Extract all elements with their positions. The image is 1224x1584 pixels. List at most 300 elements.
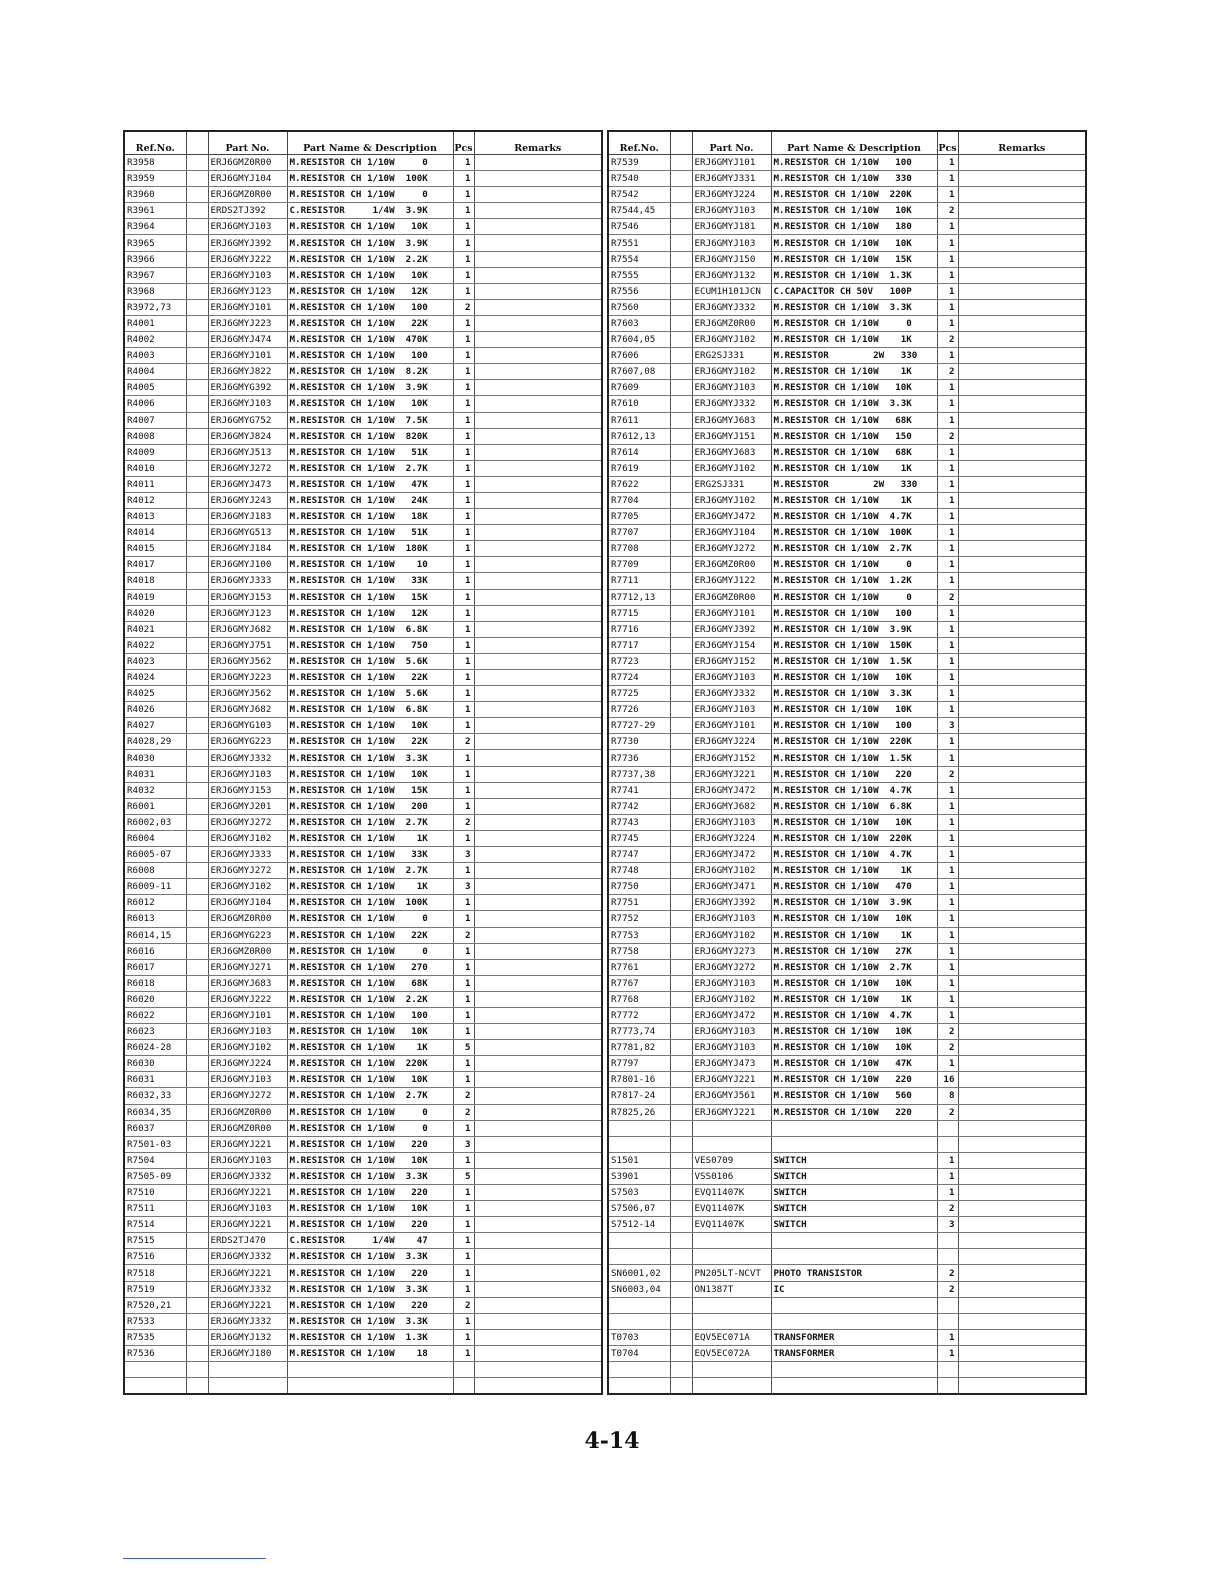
cell-ref-no: R6023 — [124, 1024, 186, 1040]
cell-remarks — [474, 155, 602, 171]
cell-ref-no: R7554 — [608, 251, 670, 267]
cell-spacer — [670, 589, 692, 605]
cell-spacer — [186, 1056, 208, 1072]
cell-spacer — [670, 1136, 692, 1152]
cell-spacer — [186, 782, 208, 798]
cell-spacer — [186, 332, 208, 348]
cell-pcs: 1 — [453, 959, 474, 975]
cell-spacer — [670, 299, 692, 315]
cell-spacer — [670, 1345, 692, 1361]
cell-pcs: 1 — [453, 621, 474, 637]
cell-description — [771, 1120, 937, 1136]
table-row — [608, 1345, 1086, 1361]
cell-remarks — [958, 863, 1086, 879]
cell-remarks — [474, 267, 602, 283]
cell-remarks — [474, 1345, 602, 1361]
cell-spacer — [670, 879, 692, 895]
cell-pcs: 1 — [453, 895, 474, 911]
cell-part-no: ERJ6GMYJ153 — [208, 782, 287, 798]
cell-description: M.RESISTOR CH 1/10W 200 — [287, 798, 453, 814]
cell-ref-no: R4021 — [124, 621, 186, 637]
cell-ref-no: R7555 — [608, 267, 670, 283]
cell-pcs: 1 — [937, 814, 958, 830]
cell-description — [771, 1233, 937, 1249]
table-row — [124, 734, 602, 750]
cell-remarks — [474, 299, 602, 315]
cell-spacer — [186, 847, 208, 863]
cell-spacer — [670, 959, 692, 975]
cell-spacer — [186, 1185, 208, 1201]
cell-remarks — [958, 927, 1086, 943]
cell-part-no: ERJ6GMYJ272 — [692, 541, 771, 557]
table-row — [124, 299, 602, 315]
cell-pcs: 2 — [937, 1281, 958, 1297]
cell-description: M.RESISTOR CH 1/10W 1.3K — [771, 267, 937, 283]
cell-part-no: ERJ6GMYJ272 — [208, 814, 287, 830]
cell-part-no: ERJ6GMYJ272 — [692, 959, 771, 975]
cell-ref-no: R7768 — [608, 991, 670, 1007]
table-row — [124, 1152, 602, 1168]
header-part-no: Part No. — [692, 131, 771, 155]
cell-pcs: 1 — [453, 863, 474, 879]
table-row — [124, 814, 602, 830]
cell-part-no: ERJ6GMYJ332 — [208, 1281, 287, 1297]
cell-ref-no: R7781,82 — [608, 1040, 670, 1056]
table-row — [124, 283, 602, 299]
cell-ref-no: R6017 — [124, 959, 186, 975]
cell-spacer — [186, 412, 208, 428]
cell-description: M.RESISTOR CH 1/10W 10K — [771, 911, 937, 927]
cell-description: M.RESISTOR CH 1/10W 5.6K — [287, 686, 453, 702]
cell-spacer — [670, 525, 692, 541]
cell-remarks — [958, 766, 1086, 782]
cell-pcs: 1 — [453, 251, 474, 267]
cell-pcs: 1 — [937, 782, 958, 798]
cell-description: M.RESISTOR CH 1/10W 22K — [287, 670, 453, 686]
cell-spacer — [670, 1104, 692, 1120]
cell-remarks — [474, 1362, 602, 1378]
cell-ref-no: R7725 — [608, 686, 670, 702]
cell-spacer — [186, 1217, 208, 1233]
cell-part-no: ERJ6GMYJ181 — [692, 219, 771, 235]
cell-pcs: 3 — [453, 847, 474, 863]
cell-ref-no: R4008 — [124, 428, 186, 444]
cell-description: M.RESISTOR CH 1/10W 150K — [771, 637, 937, 653]
cell-remarks — [958, 171, 1086, 187]
cell-remarks — [958, 1072, 1086, 1088]
cell-part-no: ERJ6GMYJ183 — [208, 509, 287, 525]
cell-spacer — [670, 380, 692, 396]
cell-description: M.RESISTOR CH 1/10W 68K — [287, 975, 453, 991]
cell-part-no: ERG2SJ331 — [692, 348, 771, 364]
cell-description: M.RESISTOR CH 1/10W 220 — [771, 766, 937, 782]
cell-spacer — [670, 670, 692, 686]
cell-description: M.RESISTOR CH 1/10W 2.7K — [287, 1088, 453, 1104]
cell-pcs — [937, 1136, 958, 1152]
cell-part-no: ERJ6GMYJ392 — [692, 621, 771, 637]
table-row — [608, 557, 1086, 573]
cell-description: M.RESISTOR CH 1/10W 1K — [771, 991, 937, 1007]
cell-ref-no: R7519 — [124, 1281, 186, 1297]
cell-ref-no: R4014 — [124, 525, 186, 541]
cell-ref-no: R3959 — [124, 171, 186, 187]
table-row — [608, 492, 1086, 508]
cell-remarks — [958, 396, 1086, 412]
cell-pcs: 1 — [453, 782, 474, 798]
cell-remarks — [958, 444, 1086, 460]
cell-spacer — [670, 1168, 692, 1184]
cell-spacer — [186, 1120, 208, 1136]
cell-pcs: 8 — [937, 1088, 958, 1104]
cell-ref-no: R7753 — [608, 927, 670, 943]
table-row — [124, 1297, 602, 1313]
cell-remarks — [958, 1249, 1086, 1265]
cell-ref-no: R7717 — [608, 637, 670, 653]
cell-ref-no: R6014,15 — [124, 927, 186, 943]
cell-remarks — [474, 573, 602, 589]
cell-ref-no: R4012 — [124, 492, 186, 508]
cell-pcs: 1 — [453, 702, 474, 718]
table-row — [124, 1313, 602, 1329]
cell-pcs: 1 — [453, 1281, 474, 1297]
cell-pcs: 1 — [937, 943, 958, 959]
cell-ref-no: R6020 — [124, 991, 186, 1007]
cell-remarks — [474, 1201, 602, 1217]
cell-part-no: ERJ6GMZ0R00 — [208, 1120, 287, 1136]
cell-spacer — [670, 895, 692, 911]
cell-description: M.RESISTOR CH 1/10W 3.9K — [771, 621, 937, 637]
cell-pcs: 2 — [937, 589, 958, 605]
cell-ref-no: T0703 — [608, 1329, 670, 1345]
cell-ref-no: R7715 — [608, 605, 670, 621]
cell-pcs: 1 — [937, 541, 958, 557]
header-ref-no: Ref.No. — [608, 131, 670, 155]
cell-pcs: 1 — [937, 734, 958, 750]
cell-spacer — [186, 943, 208, 959]
cell-remarks — [474, 895, 602, 911]
cell-remarks — [958, 653, 1086, 669]
cell-pcs: 1 — [937, 396, 958, 412]
cell-spacer — [186, 557, 208, 573]
cell-description: M.RESISTOR CH 1/10W 0 — [287, 943, 453, 959]
cell-ref-no: R4023 — [124, 653, 186, 669]
cell-spacer — [670, 750, 692, 766]
cell-remarks — [474, 798, 602, 814]
cell-part-no: ERJ6GMYJ201 — [208, 798, 287, 814]
cell-part-no: ERJ6GMYJ101 — [692, 155, 771, 171]
table-row — [608, 155, 1086, 171]
cell-description: M.RESISTOR CH 1/10W 3.3K — [287, 1168, 453, 1184]
table-row — [608, 444, 1086, 460]
cell-description: M.RESISTOR CH 1/10W 10 — [287, 557, 453, 573]
cell-part-no: ERJ6GMYJ102 — [208, 1040, 287, 1056]
cell-description: M.RESISTOR CH 1/10W 33K — [287, 847, 453, 863]
cell-remarks — [474, 1249, 602, 1265]
cell-ref-no: R3958 — [124, 155, 186, 171]
cell-spacer — [186, 203, 208, 219]
cell-part-no: VSS0106 — [692, 1168, 771, 1184]
cell-spacer — [186, 653, 208, 669]
cell-pcs: 1 — [937, 492, 958, 508]
cell-part-no: ERJ6GMYJ243 — [208, 492, 287, 508]
cell-pcs: 1 — [937, 621, 958, 637]
cell-part-no: ERJ6GMYG223 — [208, 734, 287, 750]
cell-remarks — [958, 364, 1086, 380]
table-row — [124, 541, 602, 557]
cell-part-no: ERJ6GMYJ102 — [692, 492, 771, 508]
cell-remarks — [474, 396, 602, 412]
cell-remarks — [474, 1329, 602, 1345]
cell-spacer — [670, 991, 692, 1007]
cell-part-no: ERJ6GMYJ472 — [692, 847, 771, 863]
cell-description: IC — [771, 1281, 937, 1297]
cell-pcs — [937, 1297, 958, 1313]
table-row — [608, 1329, 1086, 1345]
cell-description — [771, 1136, 937, 1152]
table-row — [608, 1249, 1086, 1265]
cell-description: M.RESISTOR CH 1/10W 51K — [287, 525, 453, 541]
parts-table-right — [607, 130, 1087, 1395]
cell-spacer — [670, 155, 692, 171]
table-row — [608, 412, 1086, 428]
cell-pcs: 1 — [937, 412, 958, 428]
cell-description: M.RESISTOR CH 1/10W 470 — [771, 879, 937, 895]
header-spacer — [186, 131, 208, 155]
cell-ref-no: R7556 — [608, 283, 670, 299]
cell-pcs: 1 — [453, 380, 474, 396]
cell-spacer — [186, 525, 208, 541]
cell-part-no — [692, 1378, 771, 1395]
cell-spacer — [670, 1362, 692, 1378]
table-row — [608, 1024, 1086, 1040]
cell-remarks — [958, 750, 1086, 766]
cell-spacer — [670, 171, 692, 187]
cell-ref-no: R7539 — [608, 155, 670, 171]
cell-description: M.RESISTOR CH 1/10W 8.2K — [287, 364, 453, 380]
table-row — [124, 1329, 602, 1345]
cell-ref-no: R6024-28 — [124, 1040, 186, 1056]
cell-pcs: 1 — [453, 605, 474, 621]
cell-spacer — [186, 1152, 208, 1168]
cell-pcs: 1 — [937, 444, 958, 460]
cell-pcs: 1 — [453, 1313, 474, 1329]
cell-pcs: 1 — [937, 299, 958, 315]
cell-remarks — [474, 1152, 602, 1168]
table-row — [608, 718, 1086, 734]
cell-spacer — [186, 1297, 208, 1313]
cell-remarks — [958, 573, 1086, 589]
cell-spacer — [186, 171, 208, 187]
cell-description: M.RESISTOR CH 1/10W 68K — [771, 412, 937, 428]
cell-ref-no: R7604,05 — [608, 332, 670, 348]
cell-description: M.RESISTOR CH 1/10W 18 — [287, 1345, 453, 1361]
cell-pcs: 2 — [937, 332, 958, 348]
cell-ref-no: R7520,21 — [124, 1297, 186, 1313]
cell-remarks — [958, 1378, 1086, 1395]
table-row — [124, 1104, 602, 1120]
cell-description: M.RESISTOR CH 1/10W 0 — [771, 589, 937, 605]
cell-part-no: ERJ6GMZ0R00 — [208, 187, 287, 203]
cell-part-no: ERJ6GMYJ132 — [208, 1329, 287, 1345]
cell-spacer — [186, 509, 208, 525]
cell-description: M.RESISTOR CH 1/10W 10K — [771, 380, 937, 396]
table-row — [124, 525, 602, 541]
cell-remarks — [958, 1088, 1086, 1104]
cell-description: M.RESISTOR CH 1/10W 220K — [771, 830, 937, 846]
cell-pcs: 1 — [453, 348, 474, 364]
cell-description: M.RESISTOR CH 1/10W 10K — [287, 1072, 453, 1088]
table-row — [608, 171, 1086, 187]
cell-pcs: 1 — [937, 605, 958, 621]
cell-ref-no: R4028,29 — [124, 734, 186, 750]
cell-remarks — [474, 1185, 602, 1201]
cell-spacer — [670, 814, 692, 830]
cell-spacer — [670, 541, 692, 557]
cell-ref-no: R7510 — [124, 1185, 186, 1201]
cell-description: M.RESISTOR CH 1/10W 10K — [287, 1152, 453, 1168]
cell-remarks — [474, 492, 602, 508]
table-row — [608, 782, 1086, 798]
cell-part-no: ERJ6GMYJ103 — [208, 267, 287, 283]
cell-remarks — [474, 1313, 602, 1329]
cell-ref-no — [608, 1362, 670, 1378]
table-row — [608, 605, 1086, 621]
table-row — [608, 460, 1086, 476]
cell-remarks — [474, 766, 602, 782]
table-row — [608, 1297, 1086, 1313]
cell-description: M.RESISTOR CH 1/10W 6.8K — [287, 702, 453, 718]
cell-ref-no: R4030 — [124, 750, 186, 766]
cell-ref-no: R4009 — [124, 444, 186, 460]
cell-spacer — [186, 621, 208, 637]
cell-remarks — [474, 702, 602, 718]
cell-remarks — [474, 879, 602, 895]
cell-description: M.RESISTOR CH 1/10W 3.3K — [771, 299, 937, 315]
cell-part-no: ERJ6GMYJ822 — [208, 364, 287, 380]
cell-pcs: 1 — [937, 283, 958, 299]
cell-remarks — [958, 1120, 1086, 1136]
cell-ref-no: R7611 — [608, 412, 670, 428]
cell-description: M.RESISTOR CH 1/10W 6.8K — [771, 798, 937, 814]
cell-part-no: ERJ6GMZ0R00 — [208, 155, 287, 171]
cell-ref-no: R7560 — [608, 299, 670, 315]
cell-part-no: ERJ6GMYJ332 — [692, 686, 771, 702]
cell-remarks — [958, 1024, 1086, 1040]
cell-pcs: 1 — [937, 863, 958, 879]
table-row — [124, 1281, 602, 1297]
cell-part-no: ERJ6GMYJ222 — [208, 991, 287, 1007]
cell-spacer — [186, 1024, 208, 1040]
table-row — [608, 1040, 1086, 1056]
cell-pcs: 3 — [937, 1217, 958, 1233]
cell-part-no — [692, 1120, 771, 1136]
table-row — [124, 187, 602, 203]
cell-part-no: ERJ6GMYJ104 — [208, 171, 287, 187]
cell-ref-no: R7750 — [608, 879, 670, 895]
table-row — [124, 1265, 602, 1281]
cell-remarks — [474, 718, 602, 734]
cell-ref-no: R4013 — [124, 509, 186, 525]
table-row — [124, 1249, 602, 1265]
cell-description: M.RESISTOR CH 1/10W 12K — [287, 605, 453, 621]
cell-description: M.RESISTOR CH 1/10W 100K — [287, 895, 453, 911]
cell-description: M.RESISTOR CH 1/10W 0 — [287, 1120, 453, 1136]
cell-pcs: 1 — [453, 396, 474, 412]
table-row — [608, 879, 1086, 895]
table-row — [608, 1120, 1086, 1136]
cell-spacer — [670, 798, 692, 814]
cell-part-no: ERG2SJ331 — [692, 476, 771, 492]
cell-remarks — [474, 734, 602, 750]
cell-part-no: ERJ6GMYJ333 — [208, 847, 287, 863]
cell-part-no: ERJ6GMYJ562 — [208, 653, 287, 669]
cell-pcs: 1 — [453, 187, 474, 203]
cell-ref-no: R7606 — [608, 348, 670, 364]
cell-pcs: 1 — [937, 959, 958, 975]
cell-pcs: 1 — [453, 332, 474, 348]
cell-remarks — [474, 444, 602, 460]
cell-spacer — [186, 315, 208, 331]
cell-ref-no: R7514 — [124, 1217, 186, 1233]
cell-part-no: ERJ6GMYJ271 — [208, 959, 287, 975]
cell-pcs — [453, 1378, 474, 1395]
cell-pcs: 1 — [453, 1024, 474, 1040]
cell-ref-no: R4005 — [124, 380, 186, 396]
cell-spacer — [670, 476, 692, 492]
cell-remarks — [474, 1378, 602, 1395]
cell-ref-no: R4011 — [124, 476, 186, 492]
table-row — [124, 364, 602, 380]
cell-remarks — [958, 830, 1086, 846]
cell-ref-no — [608, 1136, 670, 1152]
cell-ref-no: R7751 — [608, 895, 670, 911]
table-row — [124, 332, 602, 348]
cell-remarks — [474, 315, 602, 331]
cell-remarks — [958, 814, 1086, 830]
cell-pcs: 1 — [453, 460, 474, 476]
cell-pcs: 1 — [453, 203, 474, 219]
cell-pcs: 2 — [453, 927, 474, 943]
cell-pcs: 1 — [937, 235, 958, 251]
cell-ref-no: S7503 — [608, 1185, 670, 1201]
table-row — [608, 686, 1086, 702]
cell-part-no: ERJ6GMYJ103 — [692, 814, 771, 830]
cell-ref-no: S1501 — [608, 1152, 670, 1168]
cell-description: M.RESISTOR CH 1/10W 220 — [287, 1217, 453, 1233]
cell-pcs: 1 — [453, 1265, 474, 1281]
table-row — [608, 702, 1086, 718]
cell-part-no: ERJ6GMYJ103 — [692, 380, 771, 396]
cell-spacer — [186, 380, 208, 396]
cell-spacer — [670, 1072, 692, 1088]
cell-part-no: ERJ6GMYJ221 — [208, 1185, 287, 1201]
table-row — [608, 653, 1086, 669]
cell-spacer — [186, 686, 208, 702]
cell-ref-no: R7758 — [608, 943, 670, 959]
cell-spacer — [670, 1088, 692, 1104]
cell-remarks — [958, 428, 1086, 444]
cell-part-no: ERJ6GMYJ472 — [692, 509, 771, 525]
cell-remarks — [958, 975, 1086, 991]
cell-spacer — [670, 605, 692, 621]
cell-remarks — [474, 863, 602, 879]
cell-remarks — [958, 203, 1086, 219]
cell-remarks — [474, 1007, 602, 1023]
cell-remarks — [474, 670, 602, 686]
cell-ref-no: R4027 — [124, 718, 186, 734]
table-row — [124, 621, 602, 637]
cell-ref-no: R7540 — [608, 171, 670, 187]
